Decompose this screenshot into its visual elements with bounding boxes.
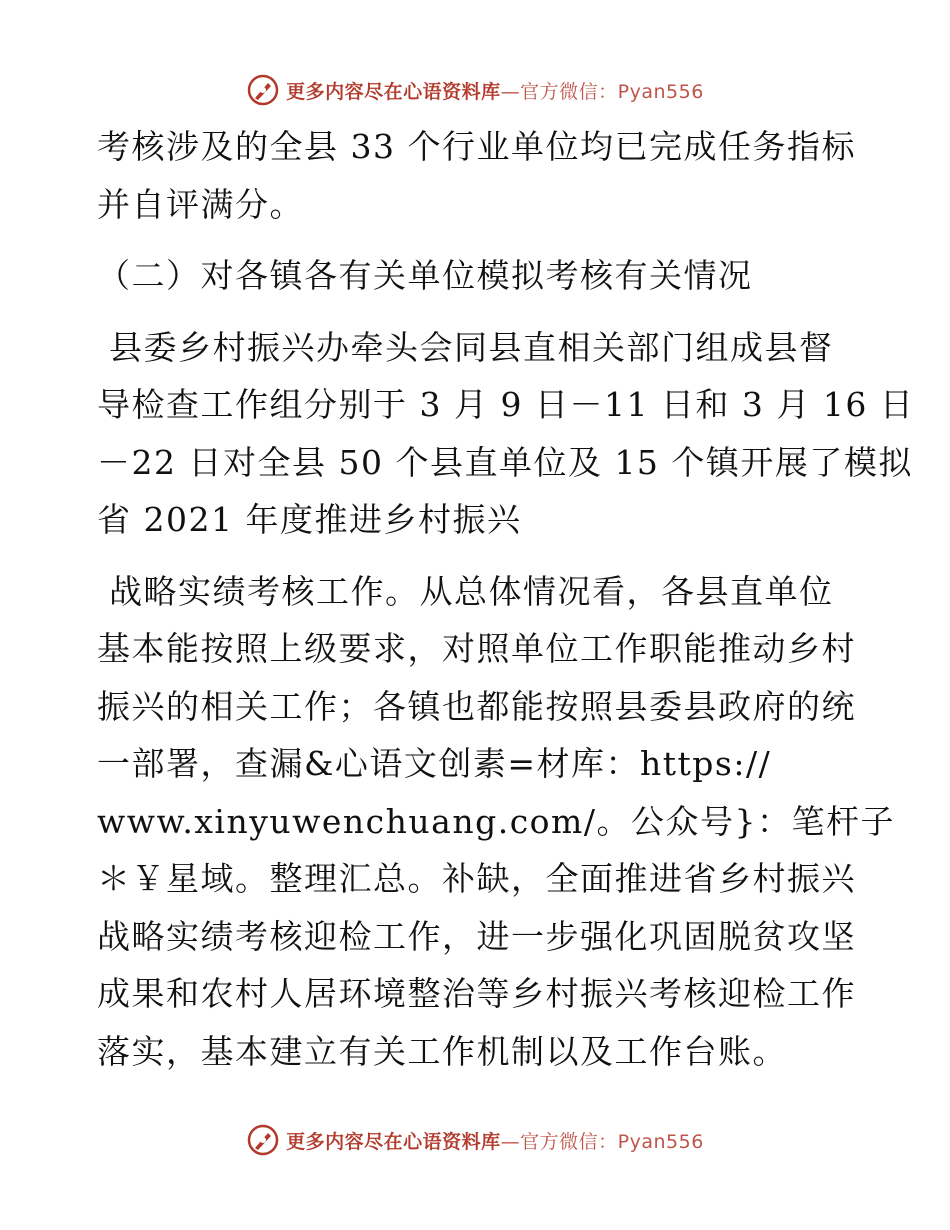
section-heading <box>97 247 867 305</box>
banner-text <box>286 77 704 104</box>
text-line: 考核涉及的全县 33 个行业单位均已完成任务指标 <box>97 127 856 166</box>
text-line: www.xinyuwenchuang.com/。公众号}：笔杆子 <box>97 801 895 841</box>
paragraph <box>97 118 867 233</box>
text-line: （二）对各镇各有关单位模拟考核有关情况 <box>97 256 753 295</box>
banner-light-text: —官方微信：Pyan556 <box>500 80 704 103</box>
text-line: 成果和农村人居环境整治等乡村振兴考核迎检工作 <box>97 974 856 1013</box>
paragraph <box>97 563 895 1081</box>
banner-text <box>286 1127 704 1154</box>
text-line: 振兴的相关工作；各镇也都能按照县委县政府的统 <box>97 686 856 726</box>
text-line: 战略实绩考核迎检工作，进一步强化巩固脱贫攻坚 <box>97 916 856 956</box>
text-line: －22 日对全县 50 个县直单位及 15 个镇开展了模拟 <box>97 442 913 482</box>
pen-circle-icon <box>246 73 280 107</box>
pen-circle-icon <box>246 1123 280 1157</box>
banner-light-text: —官方微信：Pyan556 <box>500 1130 704 1153</box>
footer-watermark <box>0 1120 950 1160</box>
text-line: 并自评满分。 <box>97 184 304 224</box>
text-line: 导检查工作组分别于 3 月 9 日－11 日和 3 月 16 日 <box>97 385 915 424</box>
document-body <box>97 118 915 1080</box>
text-line: 战略实绩考核工作。从总体情况看，各县直单位 <box>97 571 834 611</box>
paragraph <box>97 319 915 549</box>
banner-bold-text: 更多内容尽在心语资料库 <box>286 1130 501 1153</box>
text-line: ＊￥星域。整理汇总。补缺，全面推进省乡村振兴 <box>97 859 856 898</box>
text-line: 省 2021 年度推进乡村振兴 <box>97 500 522 539</box>
text-line: 一部署，查漏&心语文创素=材库：https:// <box>97 744 772 783</box>
text-line: 县委乡村振兴办牵头会同县直相关部门组成县督 <box>97 327 834 367</box>
text-line: 基本能按照上级要求，对照单位工作职能推动乡村 <box>97 629 856 668</box>
text-line: 落实，基本建立有关工作机制以及工作台账。 <box>97 1031 787 1071</box>
header-watermark <box>0 70 950 110</box>
banner-bold-text: 更多内容尽在心语资料库 <box>286 80 501 103</box>
